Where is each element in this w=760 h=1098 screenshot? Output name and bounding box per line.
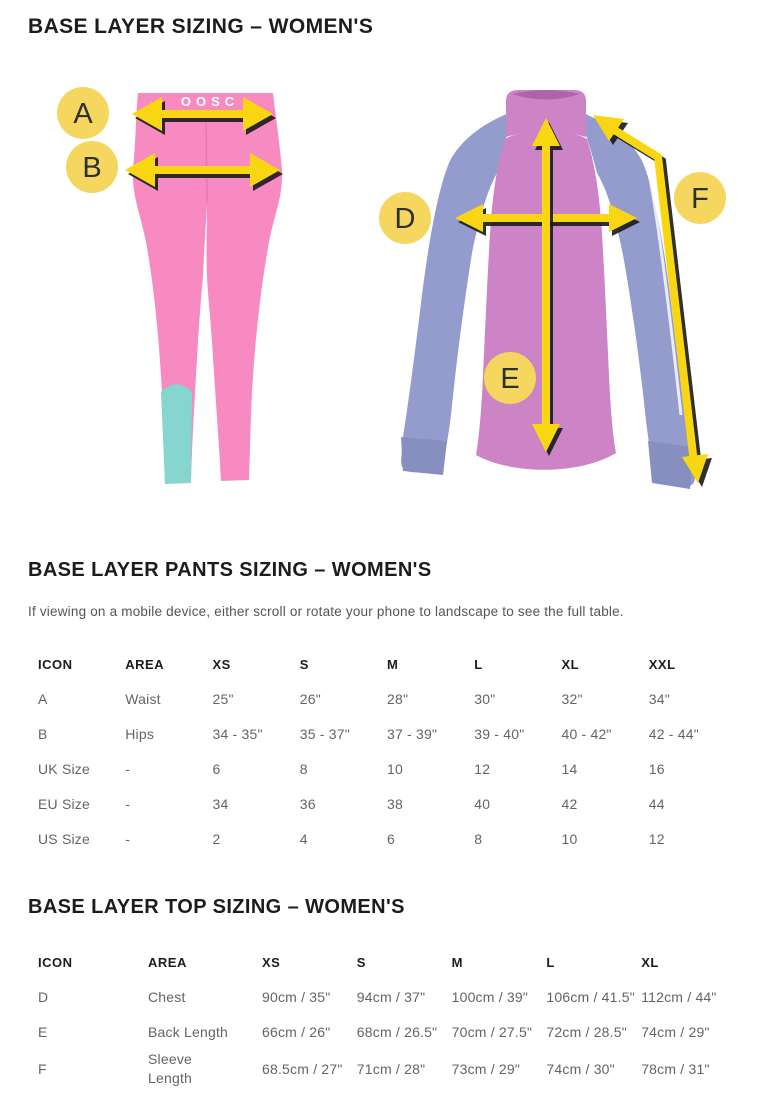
table-cell: 70cm / 27.5" [451,1024,533,1040]
table-cell: 100cm / 39" [451,989,529,1005]
column-header: L [474,656,483,672]
table-header-row [38,646,736,682]
table-cell: - [125,796,131,812]
top-section-title: BASE LAYER TOP SIZING – WOMEN'S [28,896,405,918]
column-header: ICON [38,656,73,672]
table-cell: 8 [474,831,483,847]
table-cell: 112cm / 44" [641,989,717,1005]
table-cell: 74cm / 30" [546,1060,615,1077]
table-cell: 68cm / 26.5" [356,1024,438,1040]
table-row [38,682,736,717]
table-cell: 66cm / 26" [262,1024,331,1040]
table-cell: 73cm / 29" [451,1060,521,1077]
table-cell: US Size [38,831,90,847]
badge-b-label: B [82,152,102,184]
column-header: M [451,954,463,970]
table-cell: 72cm / 28.5" [546,1024,627,1040]
table-cell: Hips [125,726,155,742]
table-cell: Back Length [148,1024,229,1040]
table-row [38,1015,736,1050]
column-header: S [356,954,366,970]
table-cell: 2 [212,831,221,847]
pants-section-title: BASE LAYER PANTS SIZING – WOMEN'S [28,559,432,581]
table-cell: 12 [648,831,665,847]
table-cell: 40 [474,796,491,812]
table-cell: 26" [299,691,321,707]
table-cell: 94cm / 37" [356,989,426,1005]
leggings-teal-panel [161,385,192,485]
column-header: XXL [648,656,676,672]
top-measurement-diagram [355,85,755,505]
column-header: XL [641,954,659,970]
column-header: XS [212,656,231,672]
column-header: AREA [148,954,187,970]
table-cell: 14 [561,761,578,777]
table-cell: UK Size [38,761,90,777]
table-cell: 42 [561,796,578,812]
table-cell: F [38,1060,47,1077]
top-sizing-table [38,944,736,1088]
table-cell: 106cm / 41.5" [546,989,635,1005]
table-cell: 42 - 44" [648,726,699,742]
column-header: ICON [38,954,73,970]
column-header: M [387,656,399,672]
table-cell: EU Size [38,796,90,812]
table-cell: 35 - 37" [299,726,350,742]
pants-measurement-diagram [55,82,325,512]
table-cell: 8 [299,761,308,777]
table-cell: - [125,761,131,777]
table-cell: 71cm / 28" [356,1060,426,1077]
table-cell: 10 [561,831,578,847]
table-cell: B [38,726,48,742]
leggings-silhouette [133,93,282,484]
table-cell: 34 [212,796,229,812]
table-cell: Sleeve Length [148,1051,193,1086]
table-cell: - [125,831,131,847]
table-cell: 68.5cm / 27" [262,1060,343,1077]
table-cell: 74cm / 29" [641,1024,710,1040]
column-header: S [299,656,309,672]
table-cell: 28" [387,691,409,707]
badge-f-label: F [691,183,709,215]
table-cell: 39 - 40" [474,726,525,742]
table-row [38,717,736,752]
column-header: XS [262,954,281,970]
table-cell: 90cm / 35" [262,989,331,1005]
table-cell: E [38,1024,48,1040]
table-row [38,822,736,857]
table-cell: 4 [299,831,308,847]
waistband-brand-text: OOSC [180,94,240,109]
badge-d-label: D [394,203,416,235]
table-row [38,787,736,822]
page-title: BASE LAYER SIZING – WOMEN'S [28,15,374,38]
table-cell: 25" [212,691,234,707]
table-cell: 37 - 39" [387,726,438,742]
leggings-center-seam [206,118,207,202]
table-row [38,1050,736,1088]
table-cell: 36 [299,796,316,812]
table-cell: 6 [212,761,221,777]
table-cell: 12 [474,761,491,777]
left-cuff [401,437,447,475]
table-cell: 6 [387,831,395,847]
table-cell: Chest [148,989,186,1005]
pants-sizing-table [38,646,736,857]
table-row [38,752,736,787]
column-header: AREA [125,656,165,672]
badge-a-label: A [73,98,93,130]
table-cell: A [38,691,48,707]
table-cell: D [38,989,49,1005]
table-cell: 78cm / 31" [641,1060,710,1077]
table-cell: Waist [125,691,161,707]
table-cell: 32" [561,691,583,707]
column-header: L [546,954,555,970]
table-row [38,980,736,1015]
table-cell: 44 [648,796,665,812]
mobile-viewing-note: If viewing on a mobile device, either scroll or rotate your phone to landscape to see the full table. [28,604,624,619]
table-cell: 16 [648,761,665,777]
table-cell: 40 - 42" [561,726,612,742]
table-cell: 34" [648,691,670,707]
column-header: XL [561,656,580,672]
badge-e-label: E [500,363,520,395]
table-cell: 34 - 35" [212,726,263,742]
table-cell: 38 [387,796,403,812]
table-cell: 30" [474,691,496,707]
table-cell: 10 [387,761,403,777]
table-header-row [38,944,736,980]
